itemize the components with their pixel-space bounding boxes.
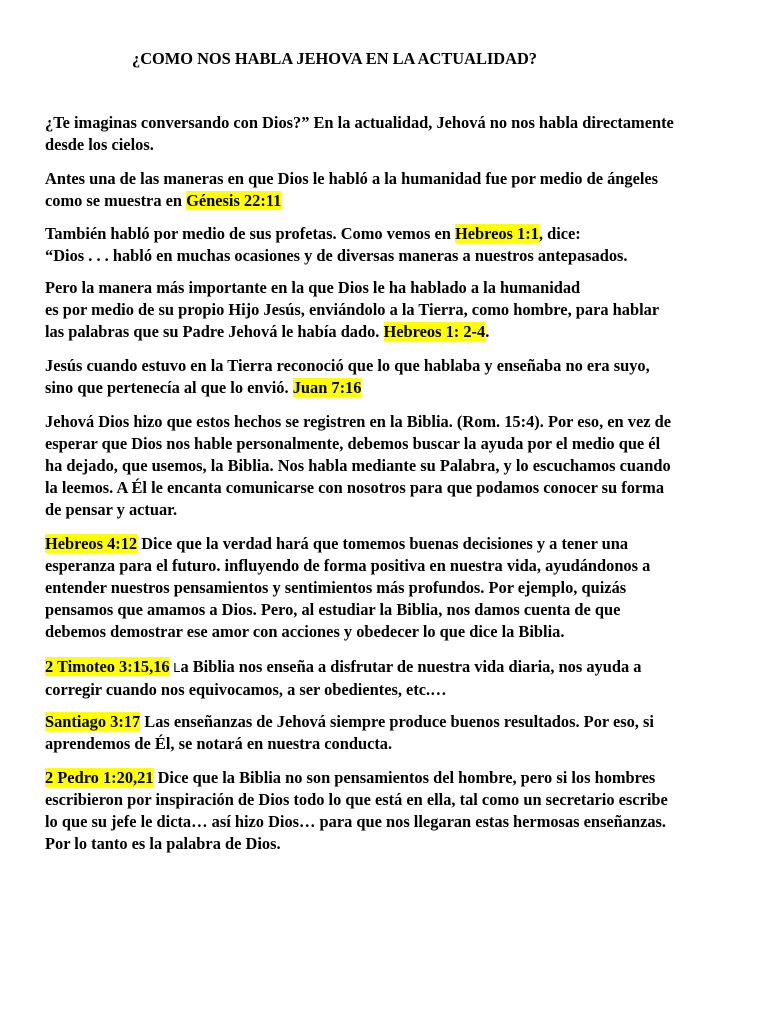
highlighted-reference: Génesis 22:11 [186, 191, 282, 210]
paragraph-2-timoteo [45, 656, 745, 701]
paragraph-line: ha dejado, que usemos, la Biblia. Nos habla mediante su Palabra, y lo escuchamos cuando [45, 456, 671, 475]
paragraph-line [45, 711, 745, 733]
paragraph-line: lo que su jefe le dicta… así hizo Dios… para que nos llegaran estas hermosas enseñanzas. [45, 812, 667, 831]
line-text: . [485, 322, 490, 341]
paragraph-line: la leemos. A Él le encanta comunicarse con nosotros para que podamos conocer su forma [45, 478, 665, 497]
paragraph-line [45, 533, 745, 555]
line-text: las palabras que su Padre Jehová le había dado. [45, 322, 384, 341]
paragraph-prophets [45, 223, 745, 267]
paragraph-line [45, 190, 745, 212]
paragraph-line: Jehová Dios hizo que estos hechos se registren en la Biblia. (Rom. 15:4). Por eso, en vez de [45, 412, 671, 431]
paragraph-line: esperanza para el futuro. influyendo de forma positiva en nuestra vida, ayudándonos a [45, 556, 651, 575]
paragraph-line: ¿Te imaginas conversando con Dios?” En la actualidad, Jehová no nos habla directamente [45, 113, 674, 132]
line-text: También habló por medio de sus profetas. Como vemos en [45, 224, 455, 243]
paragraph-line: entender nuestros pensamientos y sentimientos más profundos. Por ejemplo, quizás [45, 578, 627, 597]
highlighted-reference: 2 Pedro 1:20,21 [45, 768, 154, 787]
line-text: sino que pertenecía al que lo envió. [45, 378, 293, 397]
paragraph-intro [45, 112, 745, 156]
paragraph-line: escribieron por inspiración de Dios todo lo que está en ella, tal como un secretario escribe [45, 790, 668, 809]
paragraph-line: Por lo tanto es la palabra de Dios. [45, 834, 281, 853]
line-text: Dice que la verdad hará que tomemos buenas decisiones y a tener una [137, 534, 629, 553]
paragraph-line: debemos demostrar ese amor con acciones y obedecer lo que dice la Biblia. [45, 622, 565, 641]
paragraph-line [45, 377, 745, 399]
highlighted-reference: 2 Timoteo 3:15,16 [45, 657, 170, 676]
paragraph-line [45, 767, 745, 789]
highlighted-reference: Hebreos 1: 2-4 [383, 322, 486, 341]
paragraph-line [45, 656, 745, 679]
line-text: L [169, 660, 181, 675]
paragraph-hebreos-4-12 [45, 533, 745, 643]
paragraph-line [45, 321, 745, 343]
paragraph-bible [45, 411, 745, 521]
paragraph-line: es por medio de su propio Hijo Jesús, enviándolo a la Tierra, como hombre, para hablar [45, 300, 660, 319]
highlighted-reference: Juan 7:16 [292, 378, 362, 397]
paragraph-line: “Dios . . . habló en muchas ocasiones y de diversas maneras a nuestros antepasados. [45, 246, 628, 265]
highlighted-reference: Hebreos 4:12 [45, 534, 138, 553]
paragraph-son [45, 277, 745, 343]
paragraph-santiago [45, 711, 745, 755]
line-text: Dice que la Biblia no son pensamientos del hombre, pero si los hombres [153, 768, 656, 787]
highlighted-reference: Hebreos 1:1 [454, 224, 539, 243]
line-text: Las enseñanzas de Jehová siempre produce buenos resultados. Por eso, si [140, 712, 654, 731]
line-text: , dice: [538, 224, 581, 243]
line-text: a Biblia nos enseña a disfrutar de nuestra vida diaria, nos ayuda a [180, 657, 642, 676]
paragraph-line: aprendemos de Él, se notará en nuestra conducta. [45, 734, 393, 753]
paragraph-line: esperar que Dios nos hable personalmente, debemos buscar la ayuda por el medio que él [45, 434, 661, 453]
document-title: ¿COMO NOS HABLA JEHOVA EN LA ACTUALIDAD? [132, 49, 537, 68]
paragraph-line: desde los cielos. [45, 135, 154, 154]
paragraph-2-pedro [45, 767, 745, 855]
line-text: como se muestra en [45, 191, 187, 210]
paragraph-line: Pero la manera más importante en la que Dios le ha hablado a la humanidad [45, 278, 581, 297]
highlighted-reference: Santiago 3:17 [45, 712, 141, 731]
paragraph-line: de pensar y actuar. [45, 500, 178, 519]
paragraph-line: Jesús cuando estuvo en la Tierra reconoció que lo que hablaba y enseñaba no era suyo, [45, 356, 650, 375]
paragraph-line [45, 223, 745, 245]
paragraph-angels [45, 168, 745, 212]
paragraph-line: Antes una de las maneras en que Dios le habló a la humanidad fue por medio de ángeles [45, 169, 659, 188]
paragraph-line: corregir cuando nos equivocamos, a ser obedientes, etc.… [45, 680, 447, 699]
paragraph-jesus [45, 355, 745, 399]
paragraph-line: pensamos que amamos a Dios. Pero, al estudiar la Biblia, nos damos cuenta de que [45, 600, 621, 619]
